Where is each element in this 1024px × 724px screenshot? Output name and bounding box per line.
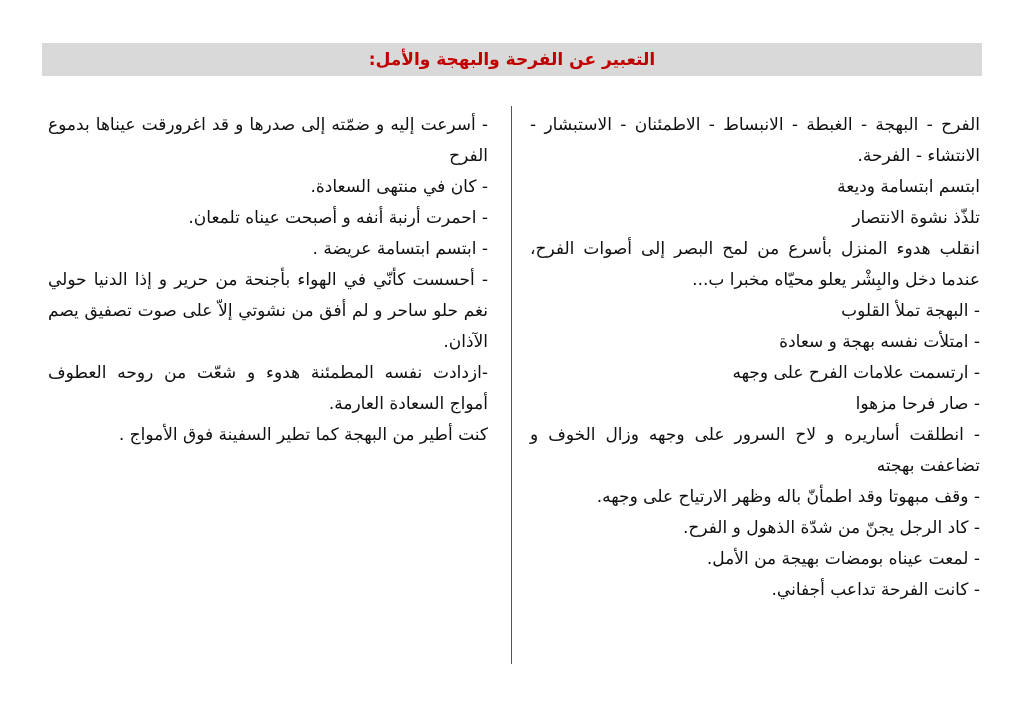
text-line: - امتلأت نفسه بهجة و سعادة [779, 332, 980, 352]
column-divider [511, 106, 512, 664]
text-line: - كان في منتهى السعادة. [310, 177, 488, 197]
text-line: - صار فرحا مزهوا [855, 394, 980, 414]
right-column [530, 110, 980, 606]
left-column [48, 110, 488, 451]
text-line: - البهجة تملأ القلوب [841, 301, 980, 321]
text-line: -ازدادت نفسه المطمئنة هدوء و شعّت من روحه العطوف أمواج السعادة العارمة. [48, 363, 488, 414]
text-line: - أحسست كأنّي في الهواء بأجنحة من حرير و إذا الدنيا حولي نغم حلو ساحر و لم أفق من نشوتي إلاّ على صوت تصفيق يصم الآذان. [48, 270, 488, 352]
text-line: - أسرعت إليه و ضمّته إلى صدرها و قد اغرورقت عيناها بدموع الفرح [48, 115, 488, 166]
text-line: - احمرت أرنبة أنفه و أصبحت عيناه تلمعان. [188, 208, 488, 228]
text-line: - انطلقت أساريره و لاح السرور على وجهه وزال الخوف و تضاعفت بهجته [530, 425, 980, 476]
text-line: - لمعت عيناه بومضات بهيجة من الأمل. [706, 549, 980, 569]
text-line: - كاد الرجل يجنّ من شدّة الذهول و الفرح. [682, 518, 980, 538]
text-line: - ابتسم ابتسامة عريضة . [312, 239, 488, 259]
title-bar [42, 43, 982, 76]
text-line: تلذّذ نشوة الانتصار [852, 208, 980, 228]
text-line: - وقف مبهوتا وقد اطمأنّ باله وظهر الارتياح على وجهه. [596, 487, 980, 507]
text-line: الفرح - البهجة - الغبطة - الانبساط - الاطمئنان - الاستبشار - الانتشاء - الفرحة. [530, 115, 980, 166]
text-line: - كانت الفرحة تداعب أجفاني. [771, 580, 980, 600]
text-line: ابتسم ابتسامة وديعة [837, 177, 980, 197]
page-title: التعبير عن الفرحة والبهجة والأمل: [368, 49, 656, 70]
text-line: - ارتسمت علامات الفرح على وجهه [732, 363, 980, 383]
text-line: كنت أطير من البهجة كما تطير السفينة فوق الأمواج . [118, 425, 488, 445]
text-line: انقلب هدوء المنزل بأسرع من لمح البصر إلى أصوات الفرح، عندما دخل والبِشْر يعلو محيّاه مخبرا ب... [530, 239, 980, 290]
